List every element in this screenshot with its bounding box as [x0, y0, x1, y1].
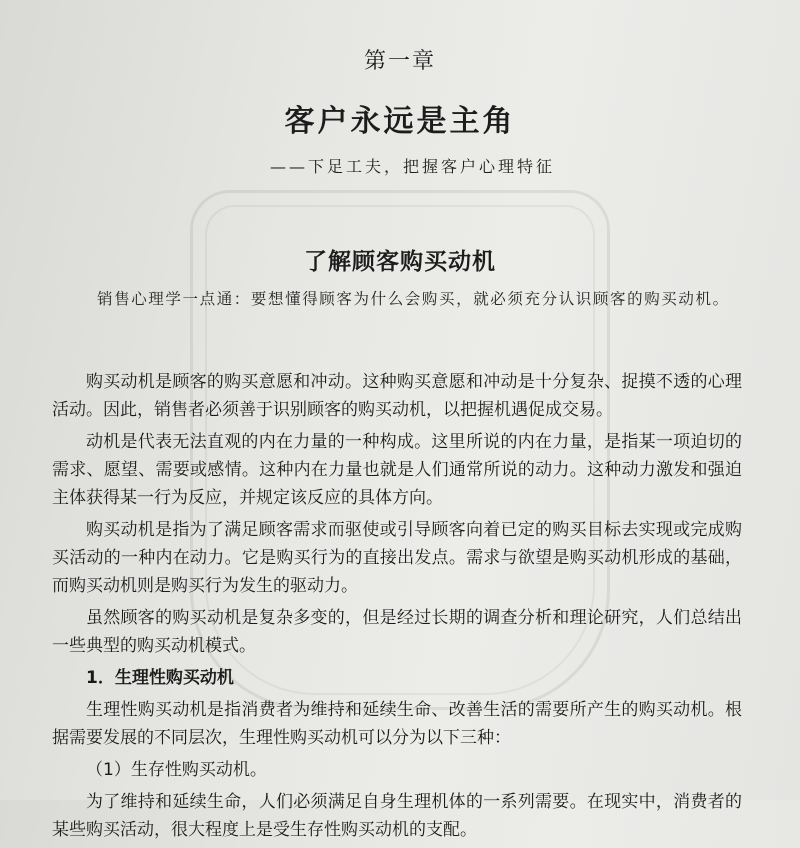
paragraph: 购买动机是指为了满足顾客需求而驱使或引导顾客向着已定的购买目标去实现或完成购买活动的一种内在动力。它是购买行为的直接出发点。需求与欲望是购买动机形成的基础，而购买动机则是购买行为发生的驱动力。 — [52, 520, 742, 596]
section-title: 了解顾客购买动机 — [304, 249, 496, 275]
paragraph: 生理性购买动机是指消费者为维持和延续生命、改善生活的需要所产生的购买动机。根据需要发展的不同层次，生理性购买动机可以分为以下三种： — [52, 700, 742, 748]
paragraph: 购买动机是顾客的购买意愿和冲动。这种购买意愿和冲动是十分复杂、捉摸不透的心理活动。因此，销售者必须善于识别顾客的购买动机，以把握机遇促成交易。 — [52, 372, 742, 420]
section-tip: 销售心理学一点通：要想懂得顾客为什么会购买，就必须充分认识顾客的购买动机。 — [97, 290, 730, 308]
chapter-subtitle: ——下足工夫，把握客户心理特征 — [270, 157, 556, 176]
chapter-title: 客户永远是主角 — [284, 104, 516, 139]
paragraph: 动机是代表无法直观的内在力量的一种构成。这里所说的内在力量，是指某一项迫切的需求、愿望、需要或感情。这种内在力量也就是人们通常所说的动力。这种动力激发和强迫主体获得某一行为反应，并规定该反应的具体方向。 — [52, 432, 742, 508]
chapter-number: 第一章 — [363, 49, 436, 74]
paragraph: 为了维持和延续生命，人们必须满足自身生理机体的一系列需要。在现实中，消费者的某些购买活动，很大程度上是受生存性购买动机的支配。 — [52, 792, 742, 840]
body-text — [52, 368, 742, 848]
subsection-heading: 1．生理性购买动机 — [86, 668, 234, 688]
paragraph: 虽然顾客的购买动机是复杂多变的，但是经过长期的调查分析和理论研究，人们总结出一些典型的购买动机模式。 — [52, 608, 742, 656]
list-item: （1）生存性购买动机。 — [86, 760, 267, 780]
